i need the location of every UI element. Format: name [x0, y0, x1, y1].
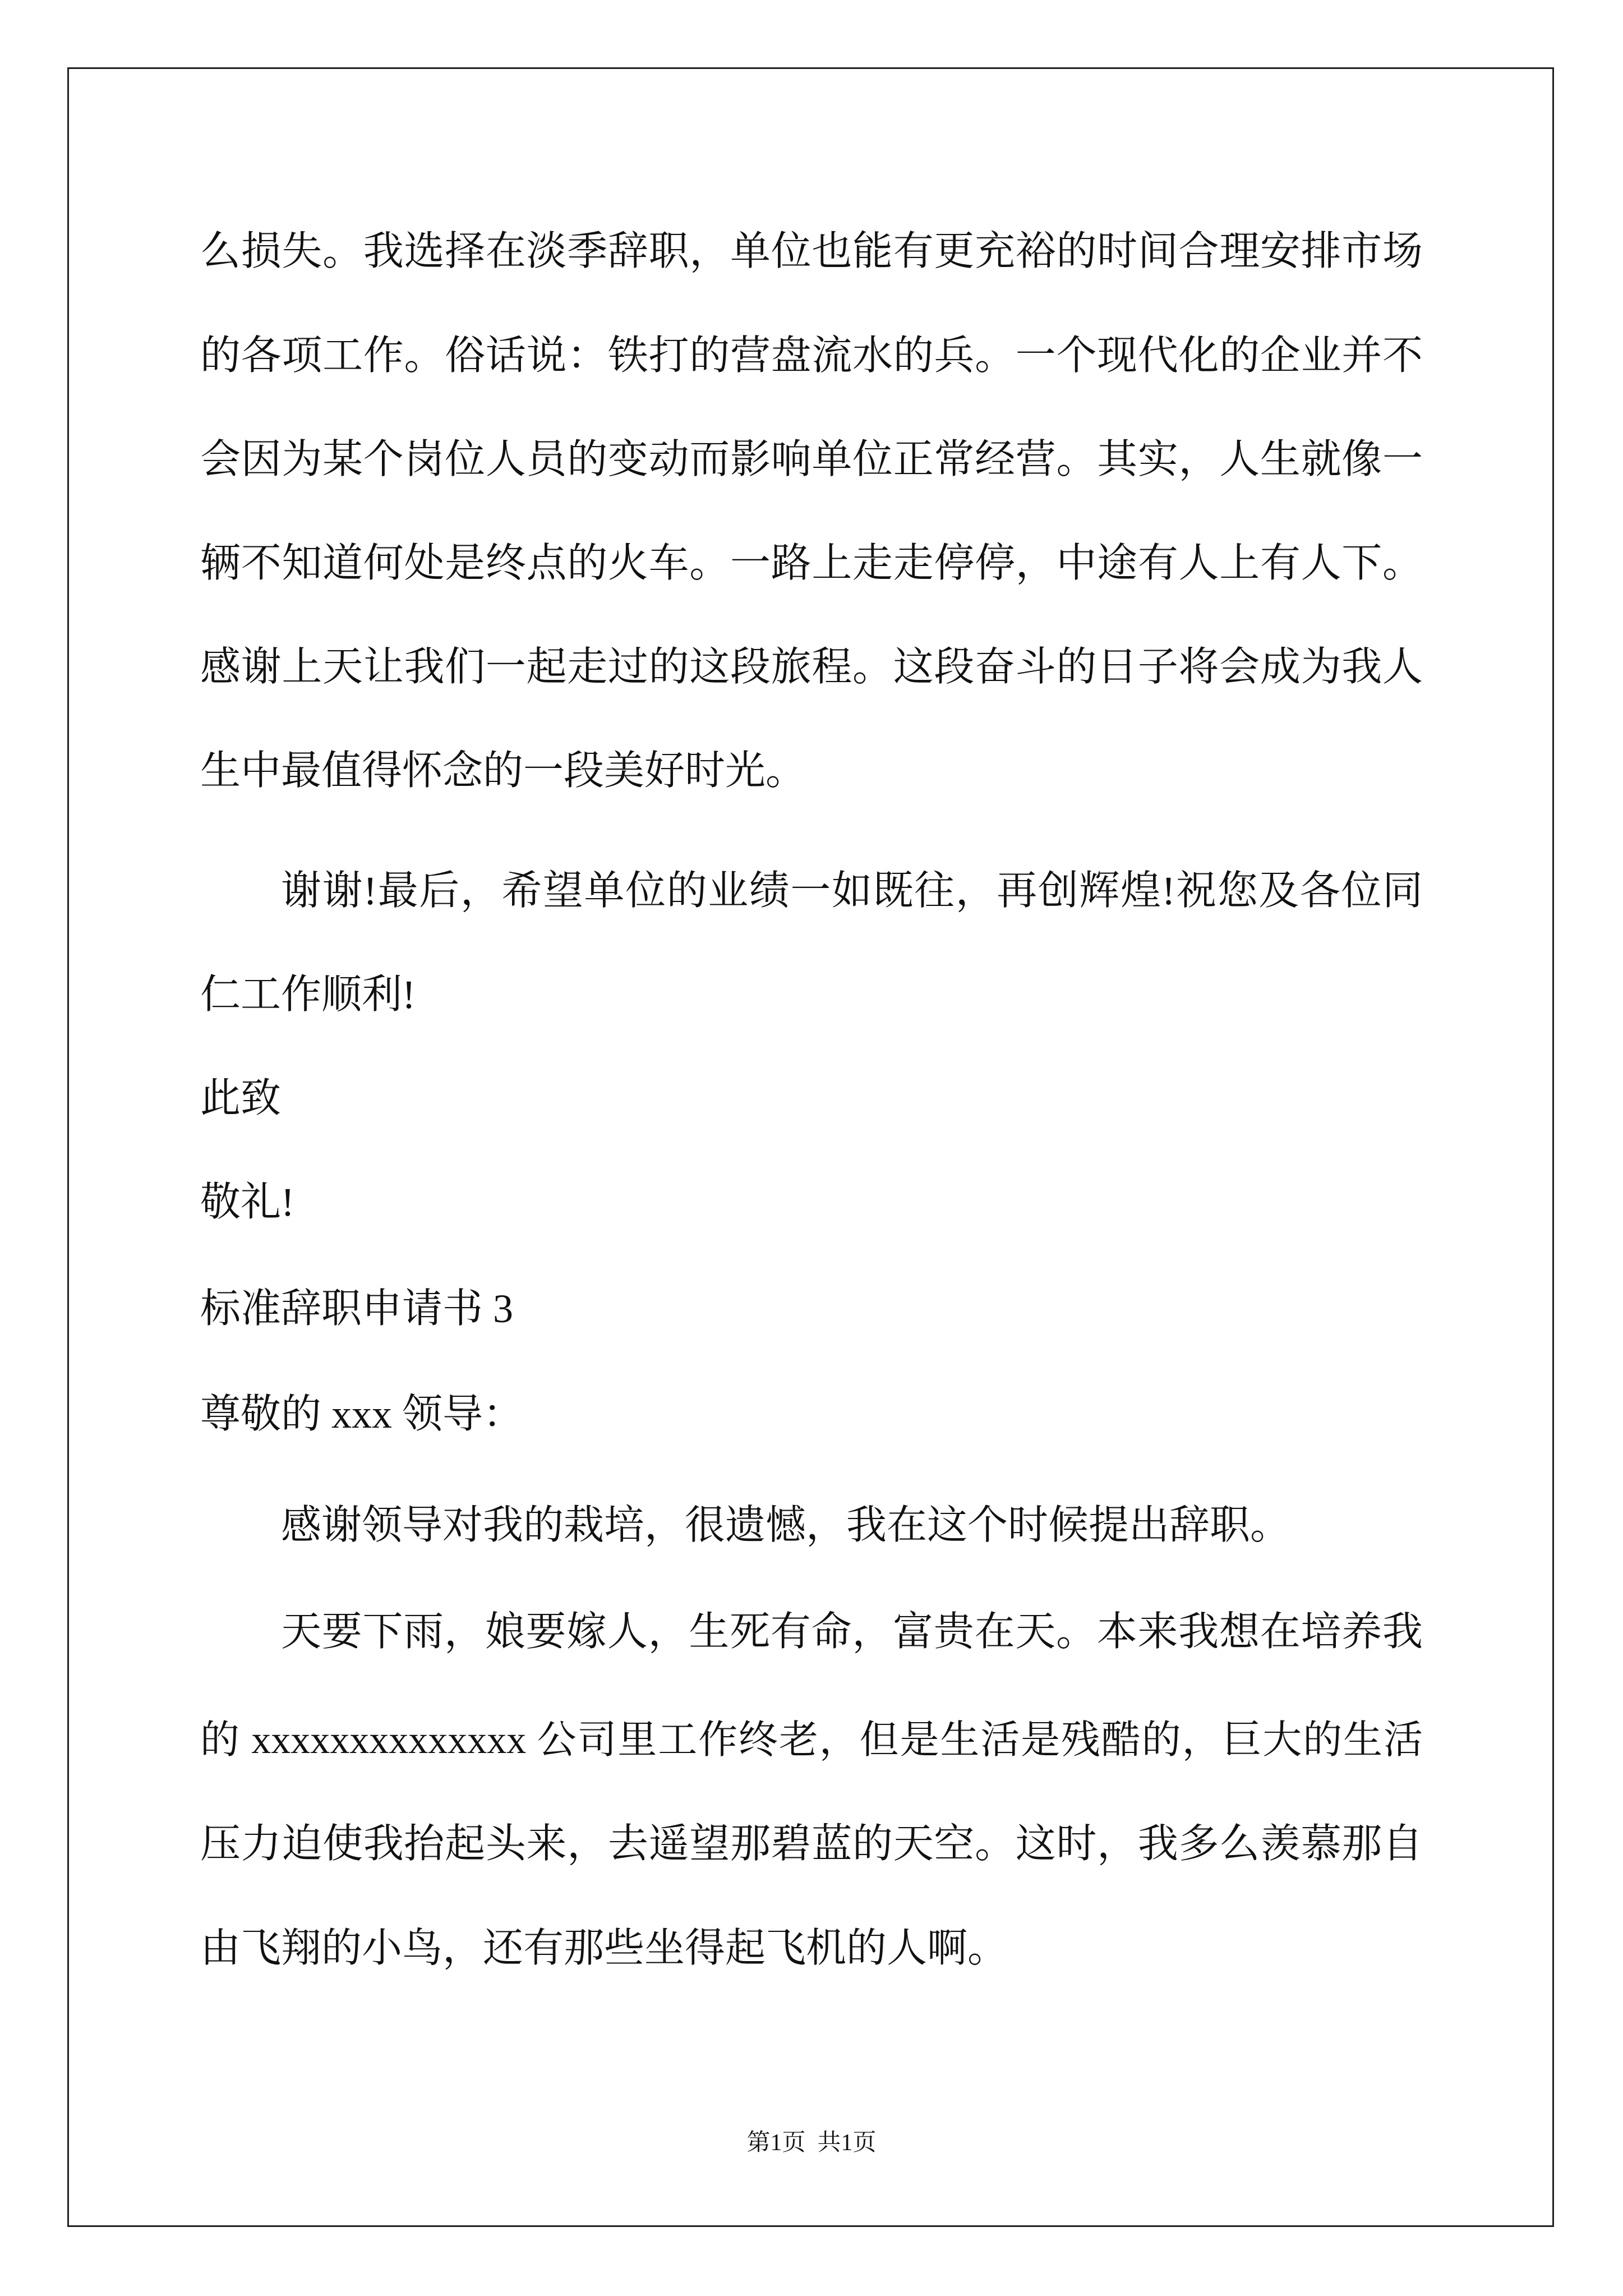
- body-line: 生中最值得怀念的一段美好时光。: [200, 748, 806, 793]
- body-line: 辆不知道何处是终点的火车。一路上走走停停，中途有人上有人下。: [200, 541, 1423, 586]
- body-line: 感谢领导对我的栽培，很遗憾，我在这个时候提出辞职。: [281, 1503, 1291, 1548]
- body-line: 么损失。我选择在淡季辞职，单位也能有更充裕的时间合理安排市场: [200, 229, 1423, 274]
- body-line: 仁工作顺利!: [200, 972, 416, 1017]
- body-line: 压力迫使我抬起头来，去遥望那碧蓝的天空。这时，我多么羡慕那自: [200, 1821, 1423, 1866]
- page-number: 第1页 共1页: [746, 2130, 877, 2156]
- body-line: 感谢上天让我们一起走过的这段旅程。这段奋斗的日子将会成为我人: [200, 645, 1423, 689]
- body-line: 会因为某个岗位人员的变动而影响单位正常经营。其实，人生就像一: [200, 437, 1423, 482]
- body-line: 的各项工作。俗话说：铁打的营盘流水的兵。一个现代化的企业并不: [200, 333, 1423, 378]
- closing-phrase: 此致: [200, 1076, 282, 1121]
- body-line: 由飞翔的小鸟，还有那些坐得起飞机的人啊。: [200, 1926, 1008, 1971]
- body-line: 天要下雨，娘要嫁人，生死有命，富贵在天。本来我想在培养我: [281, 1609, 1423, 1654]
- closing-salute: 敬礼!: [200, 1180, 294, 1225]
- body-line: 的 xxxxxxxxxxxxxx 公司里工作终老，但是生活是残酷的，巨大的生活: [200, 1719, 1423, 1762]
- salutation: 尊敬的 xxx 领导：: [200, 1392, 524, 1437]
- section-title: 标准辞职申请书 3: [200, 1286, 514, 1331]
- body-line: 谢谢!最后，希望单位的业绩一如既往，再创辉煌!祝您及各位同: [281, 868, 1423, 913]
